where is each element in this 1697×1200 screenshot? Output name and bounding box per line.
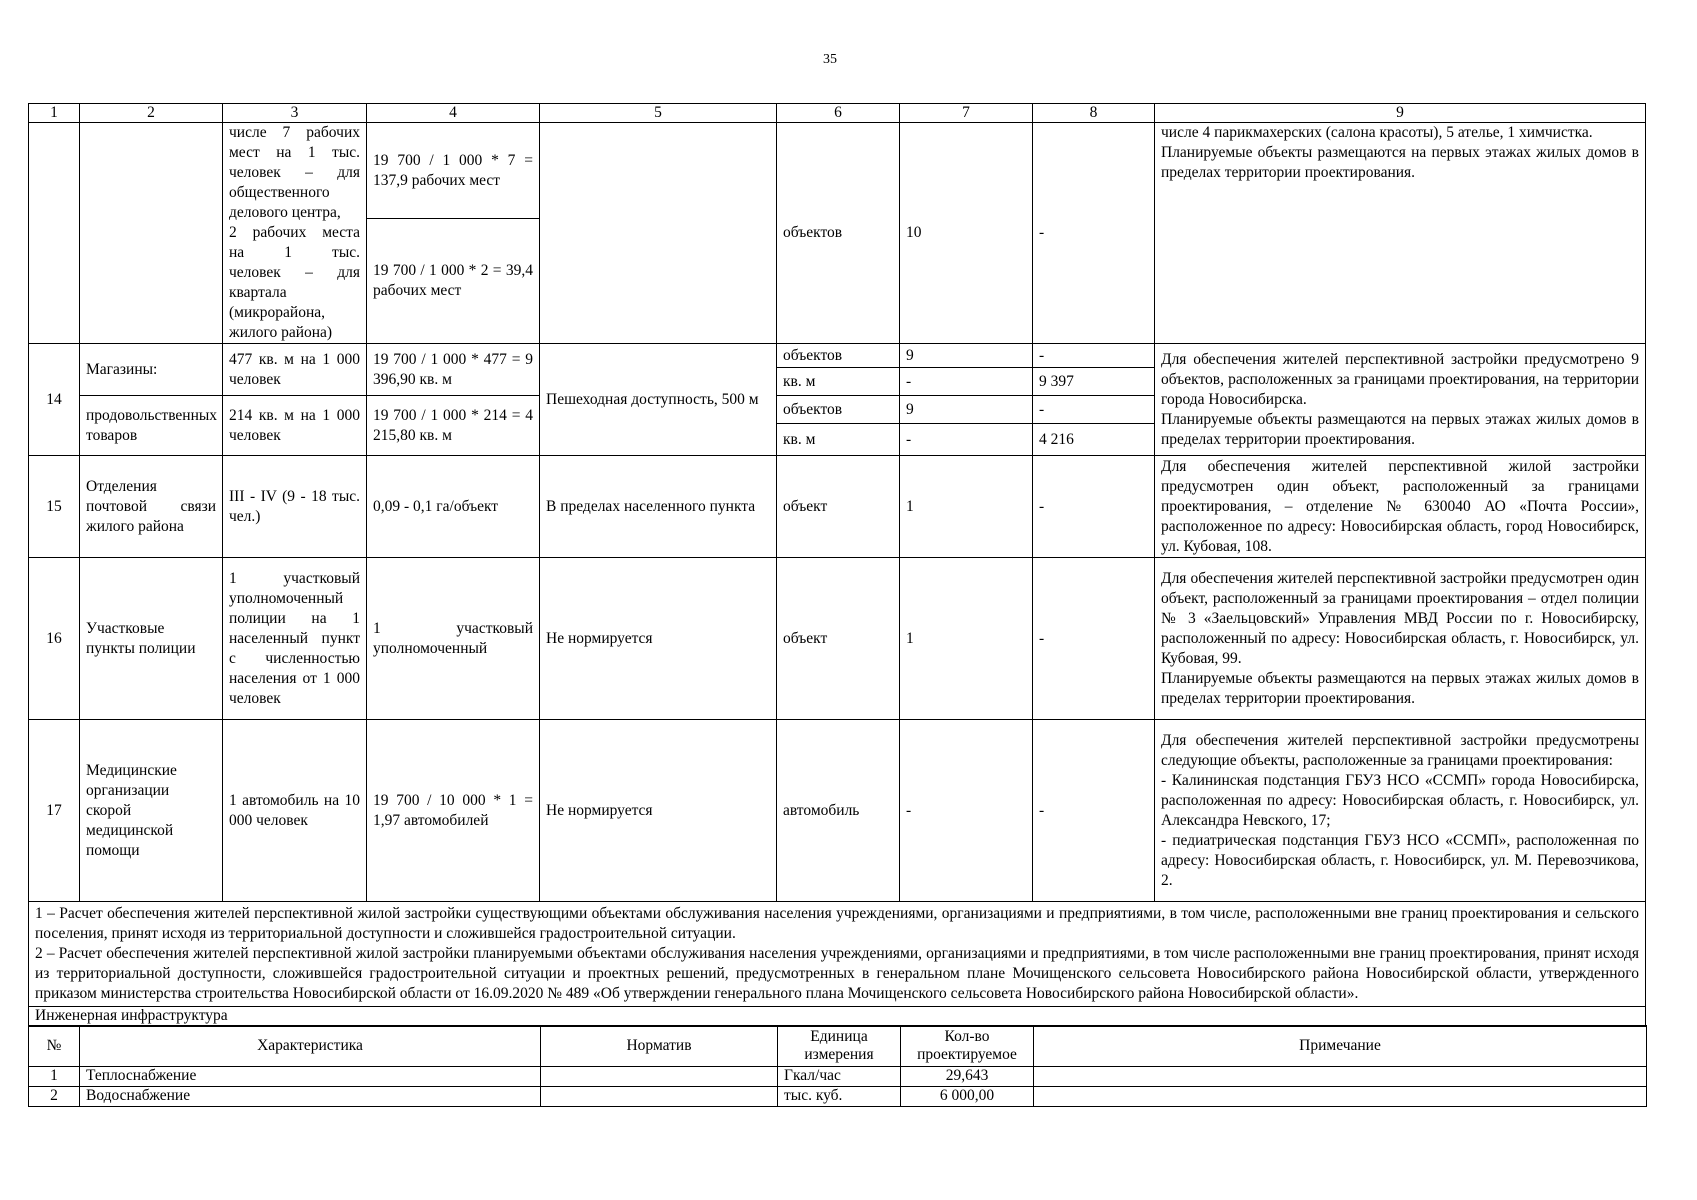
existing-count: 1: [900, 558, 1033, 720]
accessibility: В пределах населенного пункта: [540, 456, 777, 558]
existing-count: 9: [900, 344, 1033, 368]
header-note: Примечание: [1034, 1026, 1647, 1066]
header-unit: Единица измерения: [778, 1026, 901, 1066]
col-number: 6: [777, 104, 900, 123]
table-row: [29, 123, 1646, 219]
quantity: 6 000,00: [901, 1086, 1034, 1106]
row-number: 15: [29, 456, 80, 558]
unit: объект: [777, 456, 900, 558]
calculation: 19 700 / 1 000 * 477 = 9 396,90 кв. м: [367, 344, 540, 396]
service-name: Участковые пункты полиции: [80, 558, 223, 720]
note: Для обеспечения жителей перспективной застройки предусмотрен один объект, расположенный за границами проектирования – отдел полиции № 3 «Заельцовский» Управления МВД России по г. Новосибирску, расположенный по адресу: Новосибирская область, г. Новосибирск, ул. Кубовая, 99. Планируемые объекты размещаются на первых этажах жилых домов в пределах территории проектирования.: [1155, 558, 1646, 720]
note: Для обеспечения жителей перспективной застройки предусмотрено 9 объектов, расположенных за границами проектирования, на территории города Новосибирска. Планируемые объекты размещаются на первых этажах жилых домов в пределах территории проектирования.: [1155, 344, 1646, 456]
planned-count: -: [1033, 456, 1155, 558]
service-name: [80, 123, 223, 344]
footnote: 2 – Расчет обеспечения жителей перспективной жилой застройки планируемыми объектами обслуживания населения учреждениями, организациями и предприятиями, в том числе расположенными вне границ проектирования, принят исходя из территориальной доступности, сложившейся градостроительной ситуации и проектных решений, предусмотренных в генеральном плане Мочищенского сельсовета Новосибирского района Новосибирской области, утвержденного приказом министерства строительства Новосибирской области от 16.09.2020 № 489 «Об утверждении генерального плана Мочищенского сельсовета Новосибирского района Новосибирской области».: [35, 945, 1639, 1002]
calculation: 19 700 / 1 000 * 214 = 4 215,80 кв. м: [367, 396, 540, 456]
row-number: 14: [29, 344, 80, 456]
accessibility: [540, 123, 777, 344]
header-characteristic: Характеристика: [80, 1026, 541, 1066]
planned-count: -: [1033, 720, 1155, 902]
infra-header-row: [29, 1026, 1647, 1066]
calculation: 19 700 / 1 000 * 2 = 39,4 рабочих мест: [367, 219, 540, 344]
table-row: [29, 344, 1646, 368]
col-number: 1: [29, 104, 80, 123]
planned-count: 9 397: [1033, 368, 1155, 396]
norm-text: 214 кв. м на 1 000 человек: [223, 396, 367, 456]
norm-text: 1 участковый уполномоченный полиции на 1 населенный пункт с численностью населения от 1 000 человек: [223, 558, 367, 720]
col-number: 7: [900, 104, 1033, 123]
unit: автомобиль: [777, 720, 900, 902]
footnote: 1 – Расчет обеспечения жителей перспективной жилой застройки существующими объектами обслуживания населения учреждениями, организациями и предприятиями, в том числе, расположенными вне границ проектирования и сельского поселения, принят исходя из территориальной доступности и сложившейся градостроительной ситуации.: [35, 905, 1639, 942]
unit: объектов: [777, 123, 900, 344]
row-number: 16: [29, 558, 80, 720]
row-number: 1: [29, 1066, 80, 1086]
col-number: 8: [1033, 104, 1155, 123]
calculation: 19 700 / 10 000 * 1 = 1,97 автомобилей: [367, 720, 540, 902]
col-number: 3: [223, 104, 367, 123]
existing-count: -: [900, 720, 1033, 902]
norm: [541, 1086, 778, 1106]
accessibility: Не нормируется: [540, 558, 777, 720]
col-number: 9: [1155, 104, 1646, 123]
characteristic: Водоснабжение: [80, 1086, 541, 1106]
note: [1034, 1066, 1647, 1086]
unit: объектов: [777, 344, 900, 368]
calculation: 0,09 - 0,1 га/объект: [367, 456, 540, 558]
existing-count: -: [900, 424, 1033, 456]
norm-text: числе 7 рабочих мест на 1 тыс. человек – для общественного делового центра, 2 рабочих места на 1 тыс. человек – для квартала (микрорайона, жилого района): [223, 123, 367, 344]
service-name: Медицинские организации скорой медицинской помощи: [80, 720, 223, 902]
unit: кв. м: [777, 368, 900, 396]
calculation: 1 участковый уполномоченный: [367, 558, 540, 720]
note: Для обеспечения жителей перспективной застройки предусмотрены следующие объекты, расположенные за границами проектирования: - Калининская подстанция ГБУЗ НСО «ССМП» города Новосибирска, расположенная по адресу: Новосибирская область, г. Новосибирск, ул. Александра Невского, 17; - педиатрическая подстанция ГБУЗ НСО «ССМП», расположенная по адресу: Новосибирская область, г. Новосибирск, ул. М. Перевозчикова, 2.: [1155, 720, 1646, 902]
existing-count: 1: [900, 456, 1033, 558]
existing-count: -: [900, 368, 1033, 396]
existing-count: 9: [900, 396, 1033, 424]
norm-text: 1 автомобиль на 10 000 человек: [223, 720, 367, 902]
planned-count: -: [1033, 344, 1155, 368]
note: числе 4 парикмахерских (салона красоты), 5 ателье, 1 химчистка. Планируемые объекты размещаются на первых этажах жилых домов в пределах территории проектирования.: [1155, 123, 1646, 344]
planned-count: -: [1033, 558, 1155, 720]
existing-count: 10: [900, 123, 1033, 344]
accessibility: Пешеходная доступность, 500 м: [540, 344, 777, 456]
section-row: [29, 1007, 1646, 1026]
section-title: Инженерная инфраструктура: [29, 1007, 1646, 1026]
notes-row: [29, 902, 1646, 1007]
planned-count: 4 216: [1033, 424, 1155, 456]
calculation: 19 700 / 1 000 * 7 = 137,9 рабочих мест: [367, 123, 540, 219]
row-number: 2: [29, 1086, 80, 1106]
service-name: Магазины:: [80, 344, 223, 396]
accessibility: Не нормируется: [540, 720, 777, 902]
norm-text: 477 кв. м на 1 000 человек: [223, 344, 367, 396]
planned-count: -: [1033, 396, 1155, 424]
quantity: 29,643: [901, 1066, 1034, 1086]
infrastructure-table: [28, 1025, 1647, 1107]
characteristic: Теплоснабжение: [80, 1066, 541, 1086]
unit: Гкал/час: [778, 1066, 901, 1086]
header-quantity: Кол-во проектируемое: [901, 1026, 1034, 1066]
header-num: №: [29, 1026, 80, 1066]
footnotes: [29, 902, 1646, 1007]
service-name: Отделения почтовой связи жилого района: [80, 456, 223, 558]
note: Для обеспечения жителей перспективной жилой застройки предусмотрен один объект, расположенный за границами проектирования, – отделение № 630040 АО «Почта России», расположенное по адресу: Новосибирская область, город Новосибирск, ул. Кубовая, 108.: [1155, 456, 1646, 558]
services-table: [28, 103, 1646, 1026]
row-number: [29, 123, 80, 344]
service-name: продовольственных товаров: [80, 396, 223, 456]
norm: [541, 1066, 778, 1086]
table-row: [29, 456, 1646, 558]
page-number: 35: [823, 52, 837, 67]
norm-text: III - IV (9 - 18 тыс. чел.): [223, 456, 367, 558]
header-norm: Норматив: [541, 1026, 778, 1066]
row-number: 17: [29, 720, 80, 902]
unit: объектов: [777, 396, 900, 424]
table-row: [29, 558, 1646, 720]
col-number: 5: [540, 104, 777, 123]
col-number: 2: [80, 104, 223, 123]
col-number: 4: [367, 104, 540, 123]
column-number-row: [29, 104, 1646, 123]
unit: тыс. куб.: [778, 1086, 901, 1106]
table-row: [29, 1066, 1647, 1086]
table-row: [29, 720, 1646, 902]
unit: объект: [777, 558, 900, 720]
note: [1034, 1086, 1647, 1106]
unit: кв. м: [777, 424, 900, 456]
planned-count: -: [1033, 123, 1155, 344]
table-row: [29, 1086, 1647, 1106]
